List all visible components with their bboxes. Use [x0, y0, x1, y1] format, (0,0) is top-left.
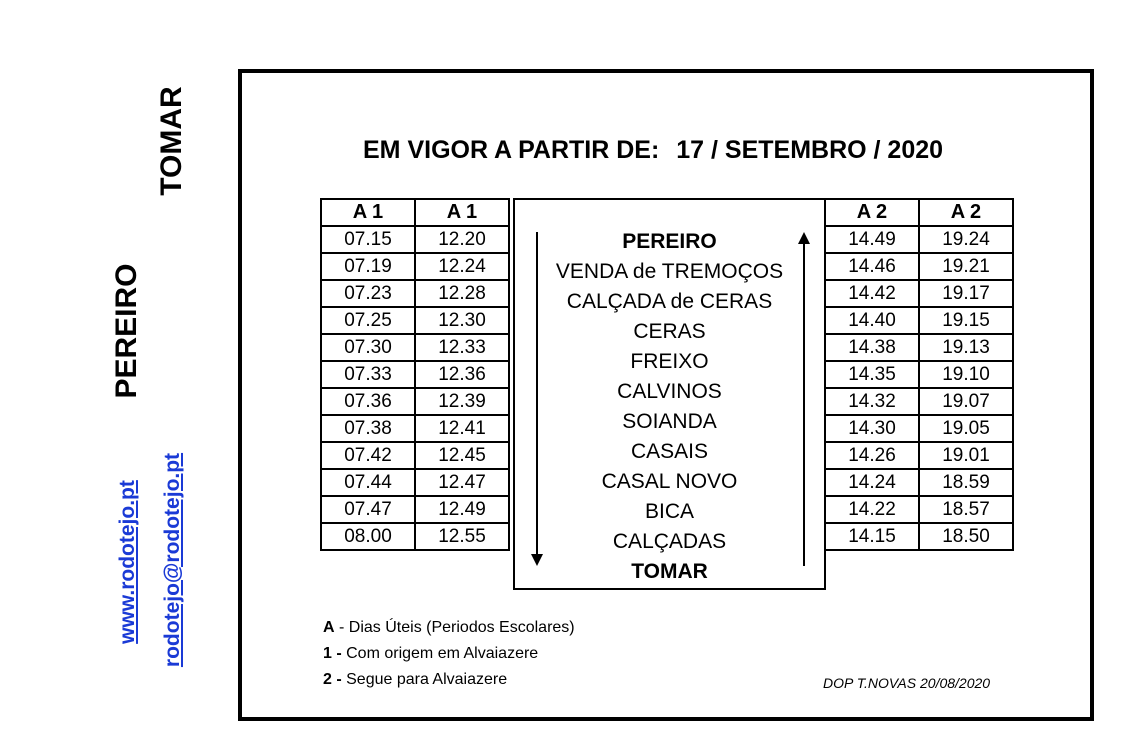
time-cell: 12.45	[415, 442, 509, 469]
table-row	[321, 415, 509, 442]
time-cell: 19.05	[919, 415, 1013, 442]
time-cell: 07.47	[321, 496, 415, 523]
time-cell: 14.22	[825, 496, 919, 523]
time-cell: 19.15	[919, 307, 1013, 334]
time-cell: 12.47	[415, 469, 509, 496]
time-cell: 14.38	[825, 334, 919, 361]
time-cell: 12.20	[415, 226, 509, 253]
time-cell: 12.24	[415, 253, 509, 280]
legend-item	[323, 641, 575, 667]
time-cell: 07.19	[321, 253, 415, 280]
time-cell: 07.42	[321, 442, 415, 469]
time-cell: 12.28	[415, 280, 509, 307]
table-row	[321, 469, 509, 496]
table-row	[825, 388, 1013, 415]
time-cell: 19.24	[919, 226, 1013, 253]
legend-item	[323, 667, 575, 693]
table-row	[825, 334, 1013, 361]
time-cell: 07.44	[321, 469, 415, 496]
table-row	[321, 442, 509, 469]
time-cell: 14.32	[825, 388, 919, 415]
stop-name: CALVINOS	[617, 380, 722, 403]
time-cell: 12.55	[415, 523, 509, 550]
table-row	[321, 226, 509, 253]
stop-name: SOIANDA	[622, 410, 717, 433]
table-row	[825, 496, 1013, 523]
stop-name: CALÇADAS	[612, 530, 727, 553]
table-row	[321, 523, 509, 550]
table-row	[321, 253, 509, 280]
time-cell: 14.46	[825, 253, 919, 280]
time-cell: 19.21	[919, 253, 1013, 280]
time-cell: 07.23	[321, 280, 415, 307]
time-cell: 14.30	[825, 415, 919, 442]
table-row	[321, 361, 509, 388]
legend-key: 1 -	[323, 645, 342, 662]
time-cell: 07.30	[321, 334, 415, 361]
time-cell: 07.33	[321, 361, 415, 388]
legend-key: A	[323, 619, 335, 636]
stop-name: CERAS	[633, 320, 706, 343]
legend-key: 2 -	[323, 671, 342, 688]
time-cell: 12.41	[415, 415, 509, 442]
time-cell: 19.07	[919, 388, 1013, 415]
legend-text: Segue para Alvaiazere	[341, 671, 508, 688]
arrow-up-icon	[798, 232, 810, 244]
stops-list	[515, 227, 824, 587]
arrow-down-icon	[531, 554, 543, 566]
destination-label: TOMAR	[155, 86, 188, 196]
stop-name: BICA	[644, 500, 694, 523]
table-row	[321, 280, 509, 307]
stop-name: CALÇADA de CERAS	[566, 290, 773, 313]
title-date: 17 / SETEMBRO / 2020	[676, 136, 944, 164]
time-cell: 08.00	[321, 523, 415, 550]
departures-table-a2	[824, 198, 1014, 551]
table-row	[825, 361, 1013, 388]
table-row	[825, 442, 1013, 469]
time-cell: 12.30	[415, 307, 509, 334]
time-cell: 14.24	[825, 469, 919, 496]
header-cell: A 1	[321, 199, 415, 226]
table-row	[825, 415, 1013, 442]
table-row	[825, 307, 1013, 334]
table-row	[321, 334, 509, 361]
departures-table-a1	[320, 198, 510, 551]
table-row	[321, 388, 509, 415]
legend	[323, 615, 575, 693]
legend-text: - Dias Úteis (Periodos Escolares)	[334, 619, 575, 636]
email-link[interactable]: rodotejo@rodotejo.pt	[161, 452, 184, 668]
time-cell: 12.33	[415, 334, 509, 361]
time-cell: 19.10	[919, 361, 1013, 388]
time-cell: 19.17	[919, 280, 1013, 307]
origin-label: PEREIRO	[110, 263, 143, 399]
time-cell: 07.38	[321, 415, 415, 442]
legend-text: Com origem em Alvaiazere	[341, 645, 539, 662]
table-row	[321, 496, 509, 523]
time-cell: 18.50	[919, 523, 1013, 550]
website-link[interactable]: www.rodotejo.pt	[116, 480, 139, 644]
time-cell: 14.26	[825, 442, 919, 469]
stop-name: TOMAR	[631, 560, 708, 583]
table-row	[825, 226, 1013, 253]
effective-date-title	[363, 136, 1003, 165]
time-cell: 19.13	[919, 334, 1013, 361]
time-cell: 07.15	[321, 226, 415, 253]
table-row	[825, 523, 1013, 550]
header-cell: A 2	[919, 199, 1013, 226]
time-cell: 18.59	[919, 469, 1013, 496]
legend-item	[323, 615, 575, 641]
table-row	[321, 307, 509, 334]
time-cell: 14.35	[825, 361, 919, 388]
title-prefix: EM VIGOR A PARTIR DE:	[363, 136, 660, 164]
time-cell: 07.36	[321, 388, 415, 415]
time-cell: 14.15	[825, 523, 919, 550]
header-cell: A 2	[825, 199, 919, 226]
direction-up-arrow-line	[803, 244, 805, 566]
stop-name: CASAL NOVO	[601, 470, 738, 493]
time-cell: 14.49	[825, 226, 919, 253]
stop-name: FREIXO	[630, 350, 709, 373]
time-cell: 14.42	[825, 280, 919, 307]
time-cell: 07.25	[321, 307, 415, 334]
time-cell: 19.01	[919, 442, 1013, 469]
footer-note: DOP T.NOVAS 20/08/2020	[823, 675, 991, 691]
time-cell: 12.49	[415, 496, 509, 523]
table-row	[825, 253, 1013, 280]
direction-down-arrow-line	[536, 232, 538, 554]
time-cell: 18.57	[919, 496, 1013, 523]
table-row	[825, 469, 1013, 496]
stop-name: PEREIRO	[622, 230, 717, 253]
time-cell: 12.39	[415, 388, 509, 415]
header-cell: A 1	[415, 199, 509, 226]
stop-name: VENDA de TREMOÇOS	[555, 260, 784, 283]
table-row	[825, 280, 1013, 307]
time-cell: 12.36	[415, 361, 509, 388]
stop-name: CASAIS	[630, 440, 709, 463]
time-cell: 14.40	[825, 307, 919, 334]
